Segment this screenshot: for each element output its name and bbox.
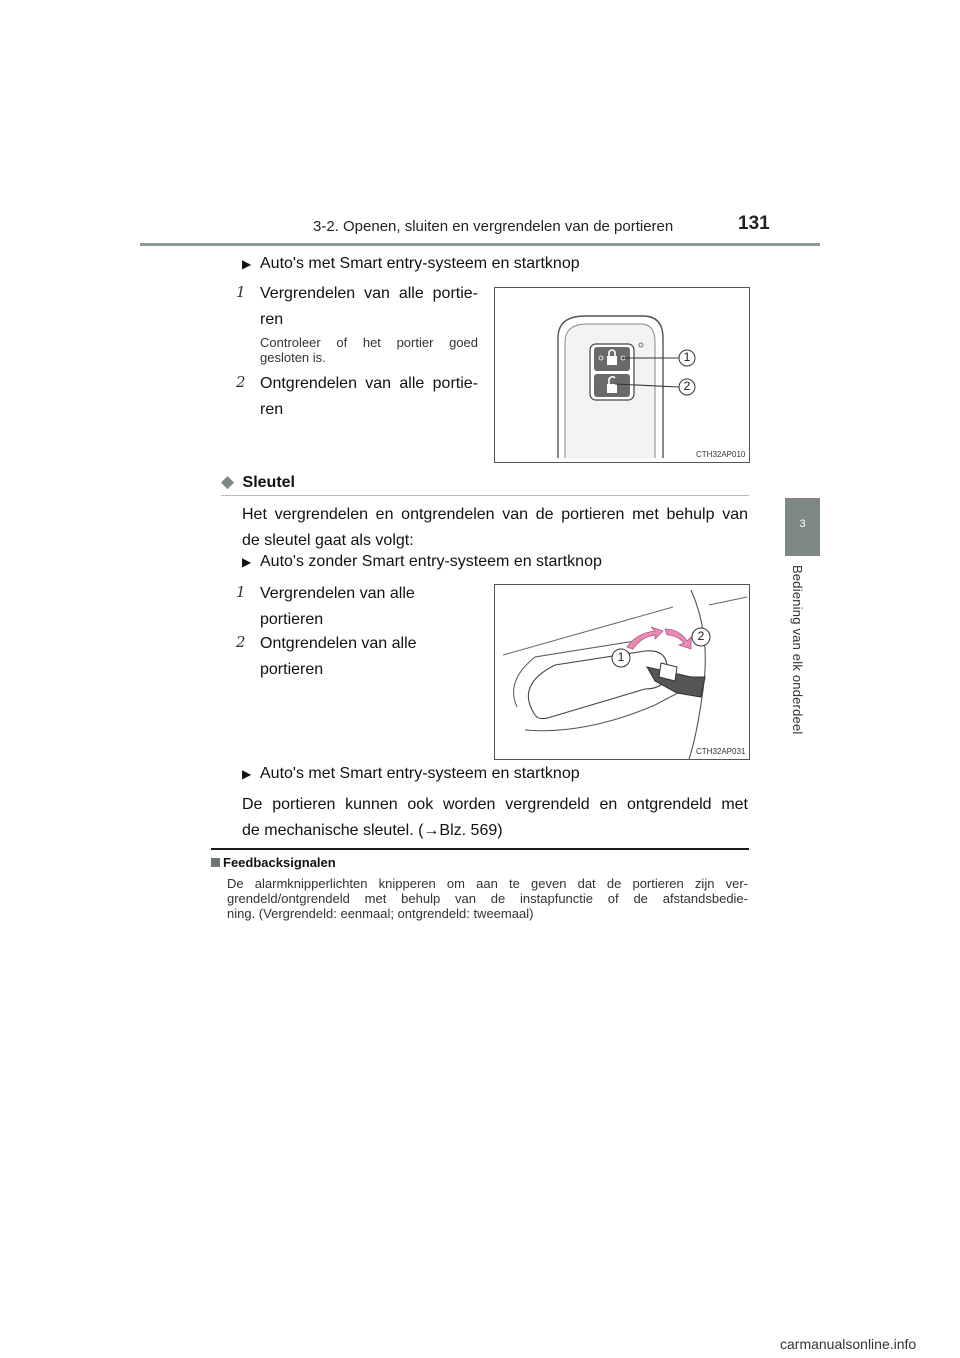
callout-1: 1: [683, 350, 691, 364]
item-note: [260, 335, 478, 365]
note-body: [227, 876, 748, 921]
item-text-line: ren: [260, 401, 284, 418]
item-number: 1: [236, 583, 246, 601]
mechanical-key-text: [242, 792, 748, 844]
bullet-text: Auto's met Smart entry-systeem en startknop: [260, 765, 580, 782]
item-text-line: portieren: [260, 611, 324, 628]
mech-line: De portieren kunnen ook worden vergrendeld en ontgrendeld met: [242, 796, 748, 813]
item-number: 1: [236, 283, 246, 301]
note-line: ning. (Vergrendeld: eenmaal; ontgrendeld: tweemaal): [227, 906, 534, 921]
callout-1: 1: [617, 650, 625, 664]
bullet-no-smart-entry: [242, 553, 602, 571]
bullet-smart-entry: [242, 255, 580, 273]
note-title-text: Feedbacksignalen: [223, 855, 336, 870]
diamond-icon: ◆: [221, 472, 235, 491]
item-key-lock: [260, 581, 478, 633]
key-intro: [242, 502, 748, 554]
chapter-label-wrap: [790, 565, 816, 755]
section-rule: [221, 495, 749, 496]
item-text-line: Vergrendelen van alle: [260, 585, 415, 602]
chapter-number: 3: [799, 518, 806, 530]
page-number: 131: [738, 213, 770, 234]
triangle-bullet-icon: ▶: [242, 257, 252, 271]
item-text-line: Ontgrendelen van alle: [260, 635, 417, 652]
item-text-line: ren: [260, 311, 284, 328]
item-unlock-all: [260, 371, 478, 423]
unlock-direction-arrow-icon: [665, 629, 691, 649]
smart-key-illustration: [495, 288, 749, 462]
figure-smart-key: [494, 287, 750, 463]
square-bullet-icon: [211, 858, 220, 867]
note-line: De alarmknipperlichten knipperen om aan te geven dat de portieren zijn ver-: [227, 876, 748, 891]
callout-2: 2: [683, 379, 691, 393]
triangle-bullet-icon: ▶: [242, 767, 252, 781]
running-header: 3-2. Openen, sluiten en vergrendelen van de portieren: [313, 218, 674, 235]
item-text-line: Vergrendelen van alle portie-: [260, 285, 478, 302]
note-line: grendeld/ontgrendeld met behulp van de instapfunctie of de afstandsbedie-: [227, 891, 748, 906]
section-heading-key: [221, 472, 295, 492]
bullet-text: Auto's zonder Smart entry-systeem en startknop: [260, 553, 602, 570]
footer-site-watermark: carmanualsonline.info: [780, 1336, 917, 1352]
intro-line: de sleutel gaat als volgt:: [242, 532, 414, 549]
bullet-smart-entry-2: [242, 765, 580, 783]
figure-code: CTH32AP010: [696, 450, 746, 459]
item-number: 2: [236, 373, 246, 391]
triangle-bullet-icon: ▶: [242, 555, 252, 569]
note-rule: [211, 848, 749, 850]
item-number: 2: [236, 633, 246, 651]
note-line: gesloten is.: [260, 350, 326, 365]
header-rule: [140, 243, 820, 246]
section-heading-text: Sleutel: [242, 474, 295, 491]
chapter-label: Bediening van elk onderdeel: [790, 565, 805, 735]
figure-code: CTH32AP031: [696, 747, 746, 756]
note-heading: [211, 855, 336, 870]
lock-direction-arrow-icon: [627, 627, 663, 649]
note-line: Controleer of het portier goed: [260, 335, 478, 350]
item-text-line: portieren: [260, 661, 324, 678]
bullet-text: Auto's met Smart entry-systeem en startknop: [260, 255, 580, 272]
item-key-unlock: [260, 631, 478, 683]
item-text-line: Ontgrendelen van alle portie-: [260, 375, 478, 392]
figure-door-key: [494, 584, 750, 760]
door-key-illustration: [495, 585, 749, 759]
callout-2: 2: [697, 629, 705, 643]
intro-line: Het vergrendelen en ontgrendelen van de portieren met behulp van: [242, 506, 748, 523]
mech-line: de mechanische sleutel. (→Blz. 569): [242, 822, 503, 839]
item-lock-all: [260, 281, 478, 333]
